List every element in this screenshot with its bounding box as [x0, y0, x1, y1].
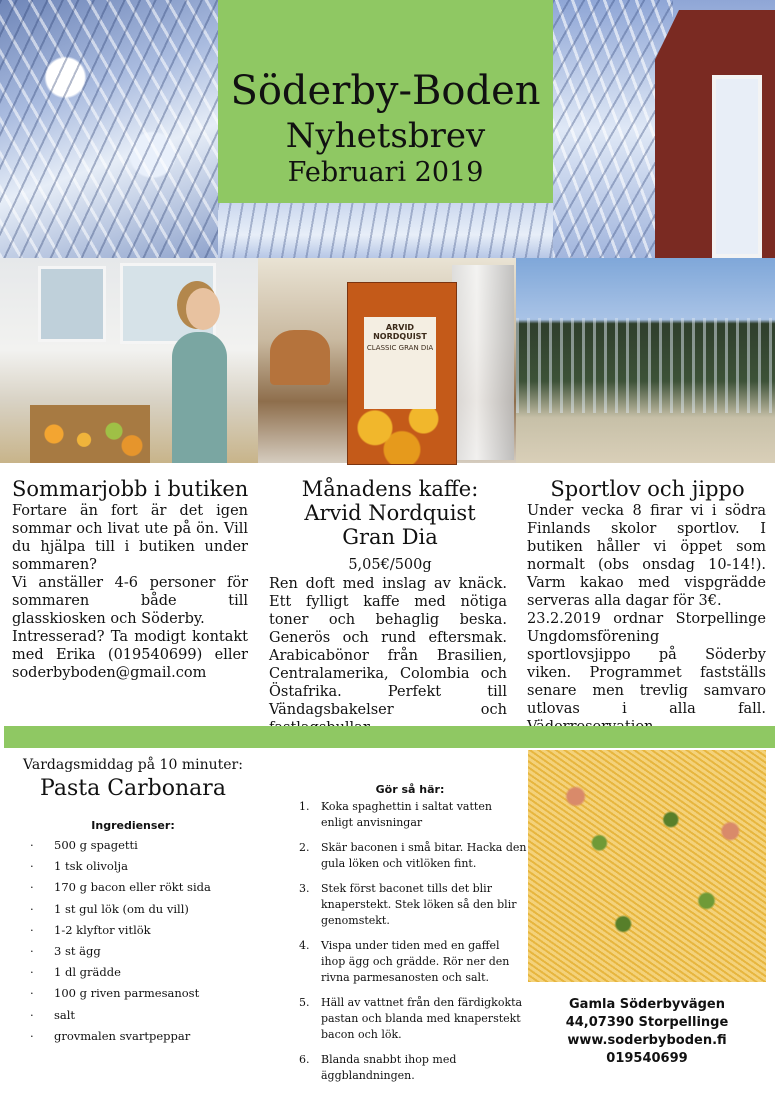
steps-list: [299, 799, 527, 1093]
step-number: 2.: [299, 841, 310, 854]
ingredient-item: · 100 g riven parmesanost: [27, 983, 267, 1004]
sportlov-paragraph: 23.2.2019 ordnar Storpellinge Ungdomsförening sportlovsjippo på Söderby viken. Programmet fastställs senare men trevlig samvaro utlovas i alla fall.: [527, 611, 766, 717]
step-item: [299, 1052, 527, 1084]
fruit-crates: [30, 405, 150, 463]
contact-phone: 019540699: [606, 1051, 688, 1066]
step-text: Stek först baconet tills det blir knaperstekt. Stek löken så den blir genomstekt.: [321, 882, 517, 927]
photo-pasta-carbonara: [528, 750, 766, 982]
step-number: 6.: [299, 1053, 310, 1066]
glass-jar: [452, 265, 514, 460]
step-number: 4.: [299, 939, 310, 952]
steps-title: Gör så här:: [375, 783, 445, 796]
shop-worker: [172, 332, 227, 463]
header-photo-snow-strip: [218, 200, 553, 258]
ingredient-item: · 1 dl grädde: [27, 962, 267, 983]
title-box: [218, 0, 553, 203]
contact-website[interactable]: www.soderbyboden.fi: [567, 1033, 727, 1048]
coffee-package-brand: ARVID NORDQUIST: [373, 323, 427, 341]
cake: [270, 330, 330, 385]
ingredient-item: · 1 tsk olivolja: [27, 856, 267, 877]
photo-winter-forest: [516, 258, 775, 463]
kaffe-description: Ren doft med inslag av knäck. Ett fylligt kaffe med nötiga toner och behaglig beska. Generös och rund eftersmak. Arabicabönor från Brasilien, Centralamerika, Colombia och Östafrika. Perfekt till Vändagsbakelser och: [269, 576, 507, 718]
ingredient-item: · salt: [27, 1005, 267, 1026]
step-number: 3.: [299, 882, 310, 895]
sommarjobb-text: [12, 502, 248, 682]
step-item: [299, 799, 527, 831]
step-item: [299, 840, 527, 872]
recipe-title: Pasta Carbonara: [40, 776, 226, 801]
house-window: [712, 75, 762, 258]
sportlov-text: [527, 502, 766, 736]
step-text: Vispa under tiden med en gaffel ihop ägg och grädde. Rör ner den rivna parmesanosten och salt.: [321, 939, 510, 984]
newsletter-date: Februari 2019: [287, 157, 484, 188]
kaffe-heading-line: Gran Dia: [342, 525, 438, 549]
coffee-package: [347, 282, 457, 465]
sommarjobb-heading: Sommarjobb i butiken: [12, 477, 249, 501]
step-item: [299, 938, 527, 986]
step-text: Koka spaghettin i saltat vatten enligt anvisningar: [321, 800, 492, 829]
ingredient-item: · 1-2 klyftor vitlök: [27, 920, 267, 941]
step-number: 5.: [299, 996, 310, 1009]
step-item: [299, 995, 527, 1043]
newsletter-subtitle: Nyhetsbrev: [285, 116, 486, 156]
sportlov-paragraph: Under vecka 8 firar vi i södra Finlands skolor sportlov. I butiken håller vi öppet som normalt (obs onsdag 10-14!). Varm kakao med vispgrädde serveras alla dagar för 3€.: [527, 503, 766, 609]
green-divider: [4, 726, 775, 748]
coffee-package-label: [364, 317, 436, 409]
kaffe-heading-line: Månadens kaffe:: [301, 477, 479, 501]
contact-street: Gamla Söderbyvägen: [569, 997, 725, 1012]
newsletter-title: Söderby-Boden: [230, 68, 541, 114]
ingredient-item: · 170 g bacon eller rökt sida: [27, 877, 267, 898]
sommarjobb-contact: Intresserad? Ta modigt kontakt med Erika (019540699) eller soderbyboden@gmail.com: [12, 629, 248, 681]
ingredient-item: · 3 st ägg: [27, 941, 267, 962]
step-text: Skär baconen i små bitar. Hacka den gula löken och vitlöken fint.: [321, 841, 527, 870]
contact-block: [528, 996, 766, 1068]
sommarjobb-paragraph: Fortare än fort är det igen sommar och livat ute på ön. Vill du hjälpa till i butiken under sommaren?: [12, 503, 248, 573]
kaffe-heading-line: Arvid Nordquist: [304, 501, 476, 525]
step-item: [299, 881, 527, 929]
coffee-package-product: CLASSIC GRAN DIA: [366, 344, 434, 352]
step-text: Blanda snabbt ihop med äggblandningen.: [321, 1053, 457, 1082]
kaffe-heading: [264, 477, 516, 549]
sommarjobb-paragraph: Vi anställer 4-6 personer för sommaren både till glasskiosken och Söderby.: [12, 575, 248, 627]
shop-window: [38, 266, 106, 342]
kaffe-price: 5,05€/500g: [348, 557, 432, 573]
ingredient-item: · grovmalen svartpeppar: [27, 1026, 267, 1047]
shop-worker-head: [186, 288, 220, 330]
header-photo-snowy-trees: [0, 0, 218, 258]
step-text: Häll av vattnet från den färdigkokta pastan och blanda med knaperstekt bacon och lök.: [321, 996, 523, 1041]
ingredients-list: [27, 835, 267, 1047]
ingredients-title: Ingredienser:: [91, 819, 175, 832]
ingredient-item: · 1 st gul lök (om du vill): [27, 899, 267, 920]
ingredient-item: · 500 g spagetti: [27, 835, 267, 856]
contact-postal: 44,07390 Storpellinge: [565, 1015, 729, 1030]
sportlov-heading: Sportlov och jippo: [550, 477, 745, 501]
recipe-subtitle: Vardagsmiddag på 10 minuter:: [23, 757, 243, 773]
step-number: 1.: [299, 800, 310, 813]
